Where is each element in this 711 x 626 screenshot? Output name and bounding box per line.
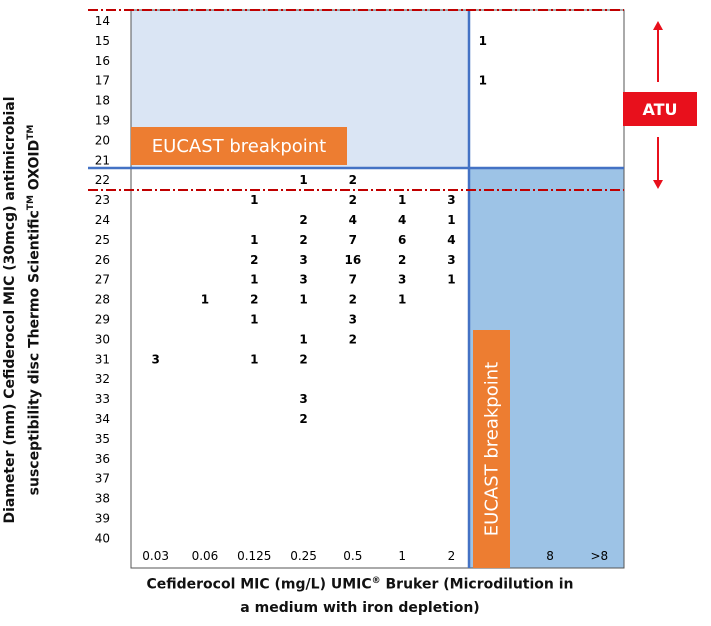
cell-count: 2 xyxy=(299,352,308,367)
cell-count: 3 xyxy=(447,252,456,267)
cell-count: 1 xyxy=(478,33,487,48)
y-tick-label: 29 xyxy=(94,312,110,327)
y-tick-label: 33 xyxy=(94,392,110,407)
y-tick-label: 18 xyxy=(94,93,110,108)
y-tick-label: 30 xyxy=(94,332,110,347)
cell-count: 2 xyxy=(348,173,358,188)
x-tick-label: 1 xyxy=(398,549,406,563)
y-tick-label: 15 xyxy=(94,33,110,48)
y-tick-label: 40 xyxy=(94,531,110,546)
x-axis-label-line1: Cefiderocol MIC (mg/L) UMIC® Bruker (Microdilution in xyxy=(146,576,574,593)
cell-count: 1 xyxy=(299,292,308,307)
cell-count: 3 xyxy=(299,392,308,407)
y-tick-label: 27 xyxy=(94,272,110,287)
y-tick-label: 34 xyxy=(94,412,110,426)
cell-count: 4 xyxy=(348,213,358,227)
cell-count: 3 xyxy=(348,312,358,327)
cell-count: 6 xyxy=(397,232,407,247)
cell-count: 16 xyxy=(344,252,362,267)
cell-count: 3 xyxy=(447,193,456,208)
cell-count: 1 xyxy=(299,173,308,188)
atu-down-arrow xyxy=(653,137,663,189)
x-tick-label: 0.5 xyxy=(343,549,363,563)
cell-count: 1 xyxy=(200,292,210,307)
y-tick-label: 35 xyxy=(94,431,110,446)
x-tick-label: 0.125 xyxy=(237,549,272,563)
cell-count: 3 xyxy=(299,252,308,267)
x-tick-label: 0.06 xyxy=(191,549,219,563)
eucast-breakpoint-label-vertical: EUCAST breakpoint xyxy=(481,361,502,537)
cell-count: 4 xyxy=(397,213,407,227)
cell-count: 3 xyxy=(151,352,160,367)
cell-count: 4 xyxy=(447,232,456,247)
y-tick-label: 17 xyxy=(94,73,110,88)
cell-count: 3 xyxy=(397,272,407,287)
eucast-breakpoint-label-horizontal: EUCAST breakpoint xyxy=(131,127,347,165)
cell-count: 2 xyxy=(299,232,308,247)
x-tick-label: 0.25 xyxy=(290,549,317,563)
y-tick-label: 39 xyxy=(94,511,110,526)
cell-count: 2 xyxy=(348,332,358,347)
cell-count: 2 xyxy=(348,193,358,208)
cell-count: 7 xyxy=(348,272,358,287)
y-tick-label: 26 xyxy=(94,252,110,267)
cell-count: 2 xyxy=(250,252,259,267)
eucast-breakpoint-label-vertical-box xyxy=(473,330,510,568)
y-tick-label: 36 xyxy=(94,451,110,466)
x-tick-label: 0.03 xyxy=(142,549,170,563)
x-tick-label: 2 xyxy=(447,549,456,563)
cell-count: 1 xyxy=(397,292,407,307)
cell-count: 3 xyxy=(299,272,308,287)
cell-count: 1 xyxy=(250,352,259,367)
cell-count: 1 xyxy=(447,272,456,287)
cell-count: 2 xyxy=(299,412,308,426)
cell-count: 1 xyxy=(447,213,456,227)
cell-count: 2 xyxy=(397,252,407,267)
cell-count: 2 xyxy=(348,292,358,307)
y-tick-label: 21 xyxy=(94,153,110,168)
y-tick-label: 38 xyxy=(94,491,110,506)
x-axis-label xyxy=(100,570,620,620)
atu-label: ATU xyxy=(623,92,697,126)
cell-count: 1 xyxy=(250,232,259,247)
y-tick-label: 14 xyxy=(94,14,110,28)
y-tick-label: 32 xyxy=(94,372,110,387)
cell-count: 1 xyxy=(250,193,259,208)
y-tick-label: 31 xyxy=(94,352,110,367)
y-tick-label: 37 xyxy=(94,471,110,486)
y-tick-label: 20 xyxy=(94,133,110,148)
cell-count: 1 xyxy=(478,73,487,88)
y-tick-label: 25 xyxy=(94,232,110,247)
cell-count: 2 xyxy=(299,213,308,227)
x-tick-label: 8 xyxy=(546,549,554,563)
y-axis-label-line1: Diameter (mm) Cefiderocol MIC (30mcg) antimicrobial xyxy=(2,96,18,524)
y-axis-label-line2: susceptibility disc Thermo Scientific™ OXOID™ xyxy=(26,124,43,496)
y-tick-label: 23 xyxy=(94,193,110,208)
y-tick-label: 22 xyxy=(94,173,110,188)
y-axis-label xyxy=(0,30,70,590)
cell-count: 1 xyxy=(250,272,259,287)
y-tick-label: 24 xyxy=(94,213,110,227)
x-tick-label: >8 xyxy=(590,549,609,563)
y-tick-label: 16 xyxy=(94,53,110,68)
cell-count: 1 xyxy=(250,312,259,327)
x-axis-label-line2: a medium with iron depletion) xyxy=(240,599,480,616)
cell-count: 1 xyxy=(397,193,407,208)
atu-up-arrow xyxy=(653,21,663,82)
cell-count: 2 xyxy=(250,292,259,307)
y-tick-label: 19 xyxy=(94,113,110,128)
y-tick-label: 28 xyxy=(94,292,110,307)
cell-count: 7 xyxy=(348,232,358,247)
cell-count: 1 xyxy=(299,332,308,347)
